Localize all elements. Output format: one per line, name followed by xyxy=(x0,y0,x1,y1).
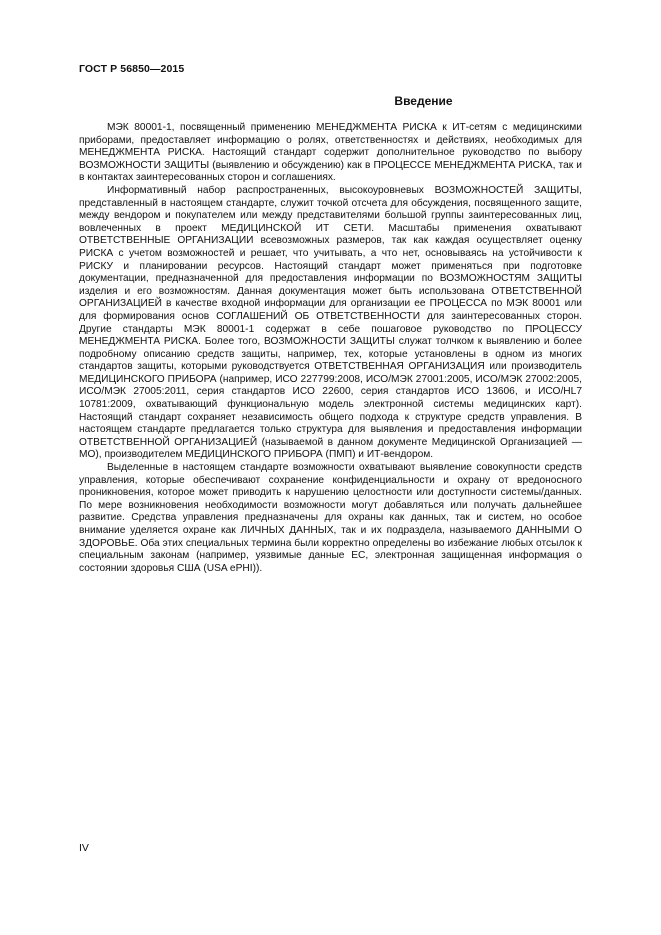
paragraph: Информативный набор распространенных, высокоуровневых ВОЗМОЖНОСТЕЙ ЗАЩИТЫ, представленный в настоящем стандарте, служит точкой отсчета для обсуждения, посвященного защите, между вендором и покупателем или между представителями большой группы заинтересованных лиц, вовлеченных в проект МЕДИЦИНСКОЙ ИТ СЕТИ. Масштабы применения охватывают ОТВЕТСТВЕННЫЕ ОРГАНИЗАЦИИ всевозможных размеров, так как каждая осуществляет оценку РИСКА с учетом возможностей и решает, что учитывать, а что нет, основываясь на устойчивости к РИСКУ и планировании ресурсов. Настоящий стандарт может применяться при подготовке документации, предназначенной для предоставления информации по ВОЗМОЖНОСТЯМ ЗАЩИТЫ изделия и его возможностям. Данная документация может быть использована ОТВЕТСТВЕННОЙ ОРГАНИЗАЦИЕЙ в качестве входной информации для организации ее ПРОЦЕССА по МЭК 80001 или для формирования основ СОГЛАШЕНИЙ ОБ ОТВЕТСТВЕННОСТИ для заинтересованных сторон. Другие стандарты МЭК 80001-1 содержат в себе пошаговое руководство по ПРОЦЕССУ МЕНЕДЖМЕНТА РИСКА. Более того, ВОЗМОЖНОСТИ ЗАЩИТЫ служат толчком к выявлению и более подробному описанию средств защиты, например, тех, которые установлены в одном из многих стандартов защиты, которыми руководствуется ОТВЕТСТВЕННАЯ ОРГАНИЗАЦИЯ или производитель МЕДИЦИНСКОГО ПРИБОРА (например, ИСО 227799:2008, ИСО/МЭК 27001:2005, ИСО/МЭК 27002:2005, ИСО/МЭК 27005:2011, серия стандартов ИСО 22600, серия стандартов ИСО 13606, и ИСО/HL7 10781:2009, охватывающий функциональную модель электронной системы медицинских карт). Настоящий стандарт сохраняет независимость общего подхода к структуре средств управления. В настоящем стандарте предлагается только структура для выявления и предоставления информации ОТВЕТСТВЕННОЙ ОРГАНИЗАЦИЕЙ (называемой в данном документе Медицинской Организацией — МО), производителем МЕДИЦИНСКОГО ПРИБОРА (ПМП) и ИТ-вендором. xyxy=(79,184,582,461)
paragraph: МЭК 80001-1, посвященный применению МЕНЕДЖМЕНТА РИСКА к ИТ-сетям с медицинскими приборами, предоставляет информацию о ролях, ответственностях и действиях, необходимых для МЕНЕДЖМЕНТА РИСКА. Настоящий стандарт содержит дополнительное руководство по выбору ВОЗМОЖНОСТИ ЗАЩИТЫ (выявлению и обсуждению) как в ПРОЦЕССЕ МЕНЕДЖМЕНТА РИСКА, так и в контактах заинтересованных сторон и соглашениях. xyxy=(79,122,582,184)
standard-header: ГОСТ Р 56850—2015 xyxy=(79,63,185,75)
document-body xyxy=(79,122,582,575)
section-title: Введение xyxy=(394,94,453,108)
paragraph: Выделенные в настоящем стандарте возможности охватывают выявление совокупности средств управления, которые обеспечивают сохранение конфиденциальности и охрану от вредоносного проникновения, которое может приводить к нарушению целостности или доступности системы/данных. По мере возникновения необходимости возможности могут добавляться или получать дальнейшее развитие. Средства управления предназначены для охраны как данных, так и систем, но особое внимание уделяется охране как ЛИЧНЫХ ДАННЫХ, так и их подраздела, называемого ДАННЫМИ О ЗДОРОВЬЕ. Оба этих специальных термина были корректно определены во избежание любых отсылок к специальным законам (например, уязвимые данные ЕС, электронная защищенная информация о состоянии здоровья США (USA ePHI)). xyxy=(79,462,582,574)
page-number: IV xyxy=(79,842,89,854)
